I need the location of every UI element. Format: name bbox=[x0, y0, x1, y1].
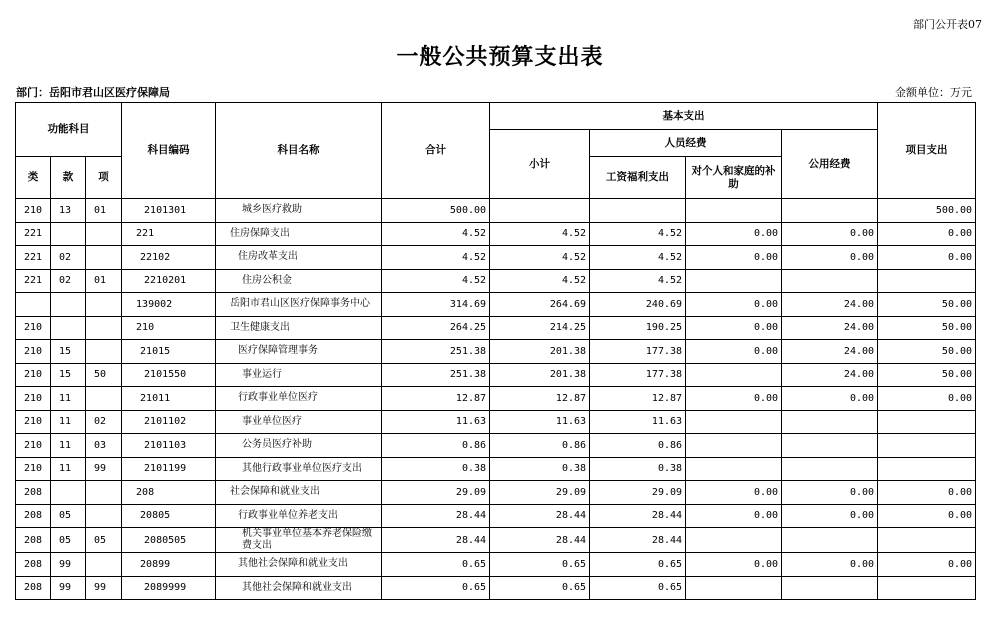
cell-subsidy: 0.00 bbox=[686, 553, 782, 577]
cell-salary: 190.25 bbox=[590, 316, 686, 340]
cell-code: 2101550 bbox=[122, 363, 216, 387]
cell-salary: 29.09 bbox=[590, 481, 686, 505]
cell-project: 0.00 bbox=[878, 387, 976, 411]
cell-code: 2101103 bbox=[122, 434, 216, 458]
cell-total: 0.86 bbox=[382, 434, 490, 458]
cell-lei: 210 bbox=[16, 199, 51, 223]
cell-subsidy: 0.00 bbox=[686, 340, 782, 364]
cell-kuan: 15 bbox=[51, 363, 86, 387]
cell-public: 0.00 bbox=[782, 481, 878, 505]
cell-code: 208 bbox=[122, 481, 216, 505]
cell-name: 事业运行 bbox=[216, 363, 382, 387]
table-row bbox=[16, 434, 976, 458]
cell-xiang bbox=[86, 246, 122, 270]
cell-subsidy bbox=[686, 269, 782, 293]
cell-lei: 210 bbox=[16, 387, 51, 411]
page-title: 一般公共预算支出表 bbox=[396, 44, 604, 70]
cell-code: 20899 bbox=[122, 553, 216, 577]
cell-project bbox=[878, 457, 976, 481]
table-row bbox=[16, 246, 976, 270]
cell-xiang: 99 bbox=[86, 457, 122, 481]
cell-subtotal: 201.38 bbox=[490, 340, 590, 364]
cell-subsidy bbox=[686, 457, 782, 481]
cell-code: 21011 bbox=[122, 387, 216, 411]
cell-lei: 210 bbox=[16, 410, 51, 434]
cell-kuan: 99 bbox=[51, 553, 86, 577]
cell-project: 50.00 bbox=[878, 293, 976, 317]
cell-total: 11.63 bbox=[382, 410, 490, 434]
cell-public bbox=[782, 269, 878, 293]
cell-public: 0.00 bbox=[782, 504, 878, 528]
header-public: 公用经费 bbox=[782, 130, 878, 199]
header-func-subject: 功能科目 bbox=[16, 103, 122, 157]
cell-kuan: 02 bbox=[51, 269, 86, 293]
cell-code: 221 bbox=[122, 222, 216, 246]
cell-xiang bbox=[86, 481, 122, 505]
cell-project bbox=[878, 528, 976, 553]
cell-name: 社会保障和就业支出 bbox=[216, 481, 382, 505]
header-total: 合计 bbox=[382, 103, 490, 199]
cell-name: 事业单位医疗 bbox=[216, 410, 382, 434]
cell-kuan: 02 bbox=[51, 246, 86, 270]
header-subsidy: 对个人和家庭的补助 bbox=[686, 157, 782, 199]
table-row bbox=[16, 340, 976, 364]
cell-lei: 221 bbox=[16, 222, 51, 246]
cell-total: 12.87 bbox=[382, 387, 490, 411]
cell-subtotal: 12.87 bbox=[490, 387, 590, 411]
cell-public: 0.00 bbox=[782, 246, 878, 270]
cell-name: 岳阳市君山区医疗保障事务中心 bbox=[216, 293, 382, 317]
cell-lei: 221 bbox=[16, 269, 51, 293]
form-number: 部门公开表07 bbox=[913, 18, 982, 31]
cell-subtotal: 0.65 bbox=[490, 576, 590, 600]
cell-project: 0.00 bbox=[878, 222, 976, 246]
cell-lei: 210 bbox=[16, 340, 51, 364]
cell-public bbox=[782, 576, 878, 600]
cell-lei: 208 bbox=[16, 553, 51, 577]
cell-salary: 28.44 bbox=[590, 504, 686, 528]
cell-subtotal: 29.09 bbox=[490, 481, 590, 505]
table-row bbox=[16, 316, 976, 340]
cell-subsidy bbox=[686, 410, 782, 434]
header-project: 项目支出 bbox=[878, 103, 976, 199]
cell-lei: 210 bbox=[16, 316, 51, 340]
cell-public bbox=[782, 199, 878, 223]
cell-xiang: 01 bbox=[86, 199, 122, 223]
cell-salary: 0.86 bbox=[590, 434, 686, 458]
cell-xiang: 03 bbox=[86, 434, 122, 458]
cell-project bbox=[878, 410, 976, 434]
cell-salary: 11.63 bbox=[590, 410, 686, 434]
cell-kuan bbox=[51, 481, 86, 505]
cell-name: 其他行政事业单位医疗支出 bbox=[216, 457, 382, 481]
cell-salary: 240.69 bbox=[590, 293, 686, 317]
cell-name: 机关事业单位基本养老保险缴费支出 bbox=[216, 528, 382, 553]
header-code: 科目编码 bbox=[122, 103, 216, 199]
cell-total: 4.52 bbox=[382, 246, 490, 270]
cell-lei: 208 bbox=[16, 528, 51, 553]
cell-salary: 4.52 bbox=[590, 222, 686, 246]
department-label: 部门：岳阳市君山区医疗保障局 bbox=[16, 86, 170, 99]
cell-xiang bbox=[86, 553, 122, 577]
cell-subsidy: 0.00 bbox=[686, 246, 782, 270]
cell-salary: 0.65 bbox=[590, 576, 686, 600]
cell-total: 0.65 bbox=[382, 553, 490, 577]
cell-public: 0.00 bbox=[782, 553, 878, 577]
cell-xiang: 01 bbox=[86, 269, 122, 293]
cell-project: 0.00 bbox=[878, 246, 976, 270]
cell-project: 0.00 bbox=[878, 481, 976, 505]
cell-total: 314.69 bbox=[382, 293, 490, 317]
cell-subtotal: 28.44 bbox=[490, 504, 590, 528]
cell-project: 0.00 bbox=[878, 504, 976, 528]
cell-lei bbox=[16, 293, 51, 317]
cell-xiang: 99 bbox=[86, 576, 122, 600]
table-row bbox=[16, 553, 976, 577]
cell-kuan: 05 bbox=[51, 504, 86, 528]
cell-public bbox=[782, 457, 878, 481]
cell-name: 其他社会保障和就业支出 bbox=[216, 576, 382, 600]
header-salary: 工资福利支出 bbox=[590, 157, 686, 199]
cell-subsidy: 0.00 bbox=[686, 316, 782, 340]
table-row bbox=[16, 222, 976, 246]
cell-subtotal: 4.52 bbox=[490, 222, 590, 246]
cell-kuan: 99 bbox=[51, 576, 86, 600]
cell-name: 行政事业单位养老支出 bbox=[216, 504, 382, 528]
header-personnel: 人员经费 bbox=[590, 130, 782, 157]
cell-kuan bbox=[51, 222, 86, 246]
budget-table bbox=[15, 102, 976, 600]
cell-code: 2080505 bbox=[122, 528, 216, 553]
cell-subtotal: 11.63 bbox=[490, 410, 590, 434]
cell-total: 0.65 bbox=[382, 576, 490, 600]
cell-kuan: 11 bbox=[51, 434, 86, 458]
cell-subtotal: 0.38 bbox=[490, 457, 590, 481]
cell-public: 24.00 bbox=[782, 363, 878, 387]
cell-code: 20805 bbox=[122, 504, 216, 528]
cell-xiang bbox=[86, 387, 122, 411]
cell-subsidy: 0.00 bbox=[686, 293, 782, 317]
cell-code: 22102 bbox=[122, 246, 216, 270]
cell-public: 0.00 bbox=[782, 387, 878, 411]
cell-public: 24.00 bbox=[782, 293, 878, 317]
cell-total: 4.52 bbox=[382, 222, 490, 246]
cell-subtotal: 0.86 bbox=[490, 434, 590, 458]
cell-kuan: 15 bbox=[51, 340, 86, 364]
cell-total: 251.38 bbox=[382, 340, 490, 364]
cell-total: 500.00 bbox=[382, 199, 490, 223]
cell-salary: 0.38 bbox=[590, 457, 686, 481]
cell-salary: 177.38 bbox=[590, 340, 686, 364]
cell-project: 500.00 bbox=[878, 199, 976, 223]
cell-subsidy bbox=[686, 199, 782, 223]
header-name: 科目名称 bbox=[216, 103, 382, 199]
cell-project bbox=[878, 576, 976, 600]
cell-name: 城乡医疗救助 bbox=[216, 199, 382, 223]
cell-total: 4.52 bbox=[382, 269, 490, 293]
cell-lei: 208 bbox=[16, 576, 51, 600]
cell-name: 住房保障支出 bbox=[216, 222, 382, 246]
cell-subsidy: 0.00 bbox=[686, 222, 782, 246]
cell-salary: 4.52 bbox=[590, 246, 686, 270]
table-row bbox=[16, 504, 976, 528]
cell-name: 行政事业单位医疗 bbox=[216, 387, 382, 411]
unit-label: 金额单位：万元 bbox=[895, 86, 972, 99]
cell-salary: 4.52 bbox=[590, 269, 686, 293]
cell-lei: 210 bbox=[16, 457, 51, 481]
cell-subtotal: 0.65 bbox=[490, 553, 590, 577]
cell-project: 50.00 bbox=[878, 363, 976, 387]
cell-lei: 208 bbox=[16, 481, 51, 505]
cell-code: 210 bbox=[122, 316, 216, 340]
cell-name: 住房公积金 bbox=[216, 269, 382, 293]
cell-code: 21015 bbox=[122, 340, 216, 364]
header-xiang: 项 bbox=[86, 157, 122, 199]
cell-project bbox=[878, 434, 976, 458]
cell-subtotal: 4.52 bbox=[490, 269, 590, 293]
cell-total: 0.38 bbox=[382, 457, 490, 481]
cell-code: 2210201 bbox=[122, 269, 216, 293]
table-row bbox=[16, 457, 976, 481]
cell-kuan: 13 bbox=[51, 199, 86, 223]
cell-salary: 0.65 bbox=[590, 553, 686, 577]
cell-subsidy bbox=[686, 434, 782, 458]
cell-kuan: 11 bbox=[51, 457, 86, 481]
cell-total: 28.44 bbox=[382, 528, 490, 553]
cell-code: 2101102 bbox=[122, 410, 216, 434]
header-basic: 基本支出 bbox=[490, 103, 878, 130]
header-kuan: 款 bbox=[51, 157, 86, 199]
table-row bbox=[16, 363, 976, 387]
header-subtotal: 小计 bbox=[490, 130, 590, 199]
cell-subtotal: 201.38 bbox=[490, 363, 590, 387]
cell-subsidy bbox=[686, 528, 782, 553]
cell-lei: 221 bbox=[16, 246, 51, 270]
cell-subtotal: 28.44 bbox=[490, 528, 590, 553]
cell-lei: 210 bbox=[16, 363, 51, 387]
cell-public: 24.00 bbox=[782, 316, 878, 340]
cell-kuan: 11 bbox=[51, 387, 86, 411]
cell-subsidy: 0.00 bbox=[686, 481, 782, 505]
table-row bbox=[16, 410, 976, 434]
header-lei: 类 bbox=[16, 157, 51, 199]
cell-subtotal: 214.25 bbox=[490, 316, 590, 340]
cell-code: 2101301 bbox=[122, 199, 216, 223]
table-row bbox=[16, 387, 976, 411]
table-row bbox=[16, 293, 976, 317]
cell-xiang bbox=[86, 504, 122, 528]
cell-kuan bbox=[51, 316, 86, 340]
cell-code: 2101199 bbox=[122, 457, 216, 481]
cell-subtotal: 264.69 bbox=[490, 293, 590, 317]
cell-name: 住房改革支出 bbox=[216, 246, 382, 270]
cell-total: 251.38 bbox=[382, 363, 490, 387]
cell-total: 264.25 bbox=[382, 316, 490, 340]
cell-salary: 28.44 bbox=[590, 528, 686, 553]
cell-subsidy: 0.00 bbox=[686, 387, 782, 411]
cell-salary: 12.87 bbox=[590, 387, 686, 411]
cell-xiang: 02 bbox=[86, 410, 122, 434]
cell-lei: 210 bbox=[16, 434, 51, 458]
cell-subsidy: 0.00 bbox=[686, 504, 782, 528]
cell-public: 24.00 bbox=[782, 340, 878, 364]
cell-name: 公务员医疗补助 bbox=[216, 434, 382, 458]
table-row bbox=[16, 199, 976, 223]
cell-kuan bbox=[51, 293, 86, 317]
cell-kuan: 11 bbox=[51, 410, 86, 434]
cell-name: 卫生健康支出 bbox=[216, 316, 382, 340]
table-row bbox=[16, 481, 976, 505]
cell-kuan: 05 bbox=[51, 528, 86, 553]
cell-name: 医疗保障管理事务 bbox=[216, 340, 382, 364]
cell-lei: 208 bbox=[16, 504, 51, 528]
cell-total: 28.44 bbox=[382, 504, 490, 528]
cell-subsidy bbox=[686, 576, 782, 600]
cell-xiang: 05 bbox=[86, 528, 122, 553]
cell-public: 0.00 bbox=[782, 222, 878, 246]
cell-public bbox=[782, 434, 878, 458]
cell-xiang bbox=[86, 340, 122, 364]
cell-salary: 177.38 bbox=[590, 363, 686, 387]
cell-subtotal bbox=[490, 199, 590, 223]
cell-xiang: 50 bbox=[86, 363, 122, 387]
cell-name: 其他社会保障和就业支出 bbox=[216, 553, 382, 577]
cell-xiang bbox=[86, 316, 122, 340]
cell-subsidy bbox=[686, 363, 782, 387]
cell-xiang bbox=[86, 222, 122, 246]
cell-subtotal: 4.52 bbox=[490, 246, 590, 270]
cell-xiang bbox=[86, 293, 122, 317]
table-row bbox=[16, 528, 976, 553]
cell-project: 50.00 bbox=[878, 316, 976, 340]
cell-public bbox=[782, 528, 878, 553]
cell-code: 2089999 bbox=[122, 576, 216, 600]
cell-total: 29.09 bbox=[382, 481, 490, 505]
table-row bbox=[16, 269, 976, 293]
cell-project: 50.00 bbox=[878, 340, 976, 364]
cell-public bbox=[782, 410, 878, 434]
cell-code: 139002 bbox=[122, 293, 216, 317]
cell-salary bbox=[590, 199, 686, 223]
cell-project: 0.00 bbox=[878, 553, 976, 577]
cell-project bbox=[878, 269, 976, 293]
table-row bbox=[16, 576, 976, 600]
